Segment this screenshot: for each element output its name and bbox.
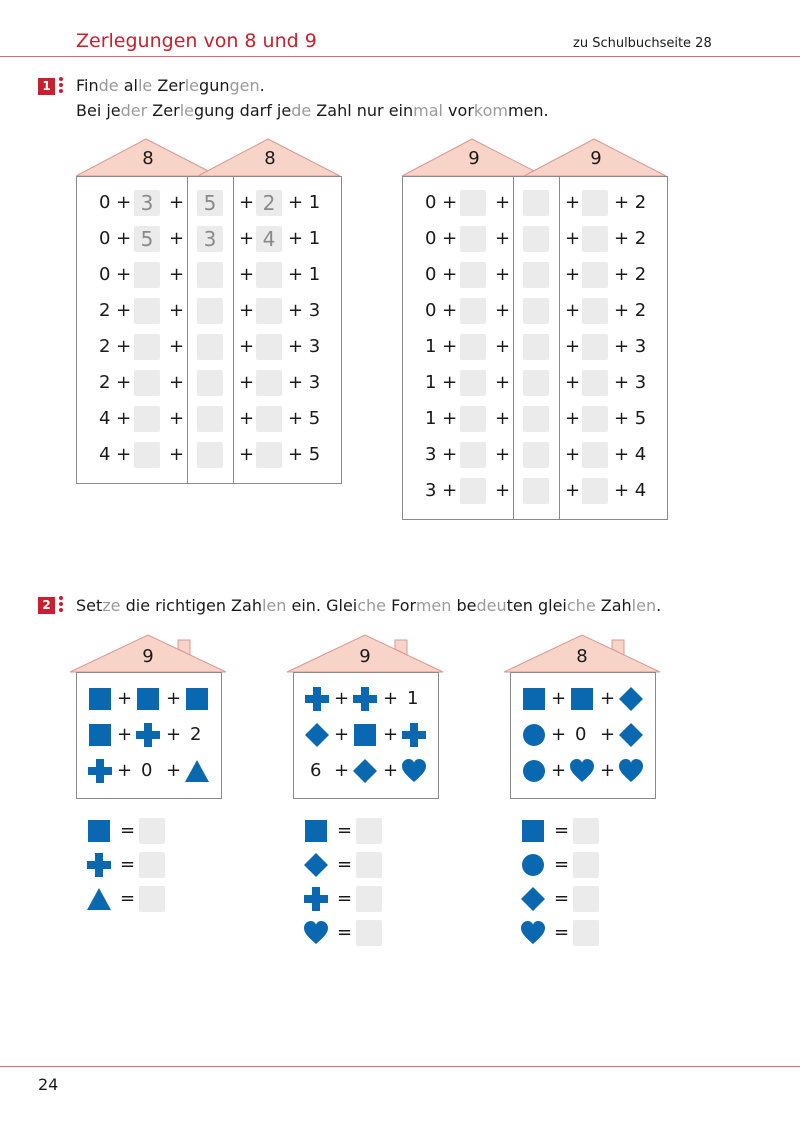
- answer-box[interactable]: [460, 190, 486, 216]
- roof-number-right: 8: [264, 148, 276, 169]
- number: 2: [190, 724, 202, 745]
- roof-number: 9: [359, 646, 371, 667]
- answer-box[interactable]: [256, 334, 282, 360]
- answer-box[interactable]: [134, 334, 160, 360]
- answer-box[interactable]: [356, 920, 382, 946]
- addend-end: + 2: [614, 300, 647, 321]
- answer-box[interactable]: [134, 298, 160, 324]
- plus-sign: +: [166, 688, 182, 709]
- answer-box[interactable]: [256, 406, 282, 432]
- addend-start: 3 +: [425, 480, 458, 501]
- addend-end: + 1: [288, 228, 321, 249]
- answer-box[interactable]: [139, 886, 165, 912]
- addend-start: 0 +: [425, 228, 458, 249]
- answer-box[interactable]: [356, 818, 382, 844]
- page-number: 24: [38, 1075, 59, 1094]
- plus-sign: +: [169, 264, 185, 285]
- syllable: le: [184, 76, 200, 95]
- syllable: de: [98, 76, 119, 95]
- plus-sign: +: [117, 724, 133, 745]
- plus-sign: +: [565, 444, 581, 465]
- plus-sign: +: [600, 688, 616, 709]
- answer-box[interactable]: 4: [256, 226, 282, 252]
- answer-box[interactable]: [582, 226, 608, 252]
- plus-sign: +: [334, 724, 350, 745]
- addend-start: 1 +: [425, 336, 458, 357]
- square-icon: [522, 687, 546, 711]
- equals-sign: =: [120, 820, 136, 841]
- plus-sign: +: [169, 336, 185, 357]
- circle-icon: [522, 759, 546, 783]
- syllable: le: [179, 101, 194, 120]
- answer-box[interactable]: [573, 818, 599, 844]
- answer-box[interactable]: [573, 920, 599, 946]
- heart-icon: [619, 759, 643, 783]
- syllable: men.: [507, 101, 549, 120]
- plus-sign: +: [495, 372, 511, 393]
- circle-icon: [521, 853, 545, 877]
- equals-sign: =: [120, 854, 136, 875]
- equals-sign: =: [554, 854, 570, 875]
- answer-box[interactable]: [256, 370, 282, 396]
- answer-box[interactable]: [460, 370, 486, 396]
- number: 6: [310, 760, 322, 781]
- addend-end: + 3: [614, 336, 647, 357]
- syllable: vor: [442, 101, 474, 120]
- answer-box[interactable]: [134, 262, 160, 288]
- answer-box[interactable]: [460, 298, 486, 324]
- equals-sign: =: [337, 820, 353, 841]
- answer-box[interactable]: [460, 478, 486, 504]
- plus-sign: +: [600, 724, 616, 745]
- task-1-badge: 1: [38, 78, 55, 95]
- syllable: Zer: [152, 76, 185, 95]
- syllable: de: [291, 101, 312, 120]
- plus-icon: [353, 687, 377, 711]
- answer-box[interactable]: [523, 442, 549, 468]
- square-icon: [185, 687, 209, 711]
- double-roof: [68, 138, 354, 178]
- addend-end: + 3: [288, 300, 321, 321]
- plus-icon: [304, 887, 328, 911]
- syllable: che: [357, 596, 387, 615]
- addend-start: 4 +: [99, 444, 132, 465]
- plus-sign: +: [117, 760, 133, 781]
- plus-sign: +: [495, 480, 511, 501]
- answer-box[interactable]: [256, 298, 282, 324]
- answer-box[interactable]: [582, 406, 608, 432]
- divider-right: [233, 176, 234, 484]
- answer-box[interactable]: [197, 442, 223, 468]
- answer-box[interactable]: [197, 406, 223, 432]
- plus-sign: +: [551, 760, 567, 781]
- answer-box[interactable]: [460, 442, 486, 468]
- equals-sign: =: [554, 820, 570, 841]
- syllable: Zahl nur ein: [311, 101, 414, 120]
- square-icon: [570, 687, 594, 711]
- plus-sign: +: [239, 444, 255, 465]
- syllable: ze: [102, 596, 121, 615]
- answer-box[interactable]: [582, 262, 608, 288]
- answer-box[interactable]: [523, 370, 549, 396]
- addend-start: 0 +: [425, 300, 458, 321]
- plus-sign: +: [239, 264, 255, 285]
- answer-box[interactable]: [356, 886, 382, 912]
- syllable: len: [261, 596, 287, 615]
- syllable: Set: [76, 596, 103, 615]
- addend-start: 0 +: [99, 228, 132, 249]
- answer-box[interactable]: [582, 442, 608, 468]
- addend-end: + 3: [288, 336, 321, 357]
- answer-box[interactable]: [139, 852, 165, 878]
- syllable: men: [415, 596, 452, 615]
- heart-icon: [304, 921, 328, 945]
- roof-number: 9: [142, 646, 154, 667]
- addend-start: 0 +: [425, 192, 458, 213]
- task-1-instruction-line-1: [76, 76, 265, 95]
- plus-sign: +: [383, 724, 399, 745]
- diamond-icon: [619, 687, 643, 711]
- addend-start: 0 +: [99, 192, 132, 213]
- addend-start: 2 +: [99, 372, 132, 393]
- addend-start: 1 +: [425, 372, 458, 393]
- footer-rule: [0, 1066, 800, 1067]
- addend-end: + 2: [614, 192, 647, 213]
- addend-start: 2 +: [99, 336, 132, 357]
- answer-box[interactable]: [197, 370, 223, 396]
- answer-box[interactable]: [139, 818, 165, 844]
- answer-box[interactable]: [134, 442, 160, 468]
- syllable: .: [259, 76, 265, 95]
- square-icon: [136, 687, 160, 711]
- answer-box[interactable]: [256, 442, 282, 468]
- plus-icon: [88, 759, 112, 783]
- addend-end: + 1: [288, 192, 321, 213]
- syllable: kom: [473, 101, 508, 120]
- plus-sign: +: [565, 372, 581, 393]
- syllable: ten glei: [506, 596, 567, 615]
- plus-sign: +: [169, 408, 185, 429]
- answer-box[interactable]: [460, 262, 486, 288]
- answer-box[interactable]: [523, 298, 549, 324]
- answer-box[interactable]: [573, 886, 599, 912]
- equals-sign: =: [337, 922, 353, 943]
- answer-box[interactable]: [460, 334, 486, 360]
- diamond-icon: [353, 759, 377, 783]
- heart-icon: [570, 759, 594, 783]
- syllable: ein. Glei: [286, 596, 358, 615]
- answer-box[interactable]: [582, 370, 608, 396]
- task-2-badge: 2: [38, 597, 55, 614]
- syllable: le: [137, 76, 153, 95]
- equals-sign: =: [554, 888, 570, 909]
- plus-sign: +: [495, 444, 511, 465]
- plus-icon: [87, 853, 111, 877]
- plus-icon: [136, 723, 160, 747]
- answer-box[interactable]: [523, 190, 549, 216]
- syllable: ti: [185, 596, 196, 615]
- plus-sign: +: [495, 408, 511, 429]
- number: 1: [407, 688, 419, 709]
- answer-box[interactable]: [134, 370, 160, 396]
- plus-sign: +: [495, 264, 511, 285]
- syllable: gen: [229, 76, 260, 95]
- header-rule: [0, 56, 800, 57]
- divider-left: [513, 176, 514, 520]
- plus-sign: +: [495, 192, 511, 213]
- answer-box[interactable]: [134, 406, 160, 432]
- divider-right: [559, 176, 560, 520]
- syllable: Zah: [595, 596, 632, 615]
- equals-sign: =: [120, 888, 136, 909]
- syllable: Zer: [147, 101, 180, 120]
- addend-end: + 5: [288, 444, 321, 465]
- addend-start: 0 +: [425, 264, 458, 285]
- plus-sign: +: [334, 688, 350, 709]
- square-icon: [88, 687, 112, 711]
- syllable: Bei je: [76, 101, 121, 120]
- diamond-icon: [304, 853, 328, 877]
- heart-icon: [402, 759, 426, 783]
- plus-sign: +: [239, 192, 255, 213]
- syllable: be: [451, 596, 477, 615]
- syllable: die rich: [120, 596, 186, 615]
- answer-box[interactable]: [582, 190, 608, 216]
- heart-icon: [521, 921, 545, 945]
- addend-start: 4 +: [99, 408, 132, 429]
- equals-sign: =: [554, 922, 570, 943]
- diamond-icon: [521, 887, 545, 911]
- answer-box[interactable]: [256, 262, 282, 288]
- plus-sign: +: [169, 228, 185, 249]
- plus-sign: +: [239, 300, 255, 321]
- syllable: mal: [413, 101, 443, 120]
- answer-box[interactable]: [460, 406, 486, 432]
- answer-box[interactable]: [356, 852, 382, 878]
- plus-sign: +: [334, 760, 350, 781]
- textbook-reference: zu Schulbuchseite 28: [573, 36, 712, 51]
- circle-icon: [522, 723, 546, 747]
- square-icon: [87, 819, 111, 843]
- plus-sign: +: [166, 760, 182, 781]
- syllable: gun: [199, 76, 230, 95]
- double-roof: [394, 138, 680, 178]
- syllable: al: [123, 76, 138, 95]
- addend-end: + 5: [288, 408, 321, 429]
- answer-box[interactable]: [582, 334, 608, 360]
- plus-sign: +: [565, 408, 581, 429]
- plus-sign: +: [551, 688, 567, 709]
- addend-end: + 2: [614, 264, 647, 285]
- diamond-icon: [619, 723, 643, 747]
- roof-number-left: 9: [468, 148, 480, 169]
- syllable: Fin: [76, 76, 99, 95]
- plus-sign: +: [565, 264, 581, 285]
- addend-end: + 5: [614, 408, 647, 429]
- answer-box[interactable]: 3: [197, 226, 223, 252]
- answer-box[interactable]: 3: [134, 190, 160, 216]
- answer-box[interactable]: [197, 298, 223, 324]
- diamond-icon: [305, 723, 329, 747]
- divider-left: [187, 176, 188, 484]
- equals-sign: =: [337, 854, 353, 875]
- plus-sign: +: [239, 228, 255, 249]
- syllable: For: [386, 596, 416, 615]
- triangle-icon: [185, 759, 209, 783]
- syllable: gung darf je: [193, 101, 292, 120]
- addend-end: + 1: [288, 264, 321, 285]
- plus-sign: +: [239, 408, 255, 429]
- answer-box[interactable]: [523, 406, 549, 432]
- addend-start: 2 +: [99, 300, 132, 321]
- plus-sign: +: [239, 336, 255, 357]
- answer-box[interactable]: [523, 478, 549, 504]
- plus-sign: +: [383, 760, 399, 781]
- task-2-instruction: [76, 596, 661, 615]
- number: 0: [141, 760, 153, 781]
- addend-start: 1 +: [425, 408, 458, 429]
- task-1-dots: [59, 77, 64, 95]
- plus-sign: +: [495, 336, 511, 357]
- plus-sign: +: [495, 300, 511, 321]
- answer-box[interactable]: 2: [256, 190, 282, 216]
- answer-box[interactable]: [523, 226, 549, 252]
- addend-end: + 4: [614, 444, 647, 465]
- plus-sign: +: [565, 480, 581, 501]
- syllable: deu: [476, 596, 507, 615]
- square-icon: [88, 723, 112, 747]
- roof-number-left: 8: [142, 148, 154, 169]
- task-1-instruction-line-2: [76, 101, 549, 120]
- answer-box[interactable]: [573, 852, 599, 878]
- plus-sign: +: [495, 228, 511, 249]
- syllable: che: [566, 596, 596, 615]
- answer-box[interactable]: 5: [134, 226, 160, 252]
- plus-sign: +: [565, 336, 581, 357]
- answer-box[interactable]: [523, 334, 549, 360]
- syllable: len: [631, 596, 657, 615]
- plus-sign: +: [169, 300, 185, 321]
- addend-end: + 4: [614, 480, 647, 501]
- triangle-icon: [87, 887, 111, 911]
- plus-sign: +: [551, 724, 567, 745]
- addend-end: + 2: [614, 228, 647, 249]
- addend-start: 0 +: [99, 264, 132, 285]
- number: 0: [575, 724, 587, 745]
- answer-box[interactable]: 5: [197, 190, 223, 216]
- plus-sign: +: [565, 192, 581, 213]
- plus-sign: +: [383, 688, 399, 709]
- task-2-dots: [59, 596, 64, 614]
- plus-sign: +: [565, 300, 581, 321]
- addend-start: 3 +: [425, 444, 458, 465]
- house-body: [76, 176, 342, 484]
- roof-number: 8: [576, 646, 588, 667]
- answer-box[interactable]: [523, 262, 549, 288]
- plus-sign: +: [169, 372, 185, 393]
- plus-sign: +: [166, 724, 182, 745]
- plus-icon: [402, 723, 426, 747]
- plus-sign: +: [600, 760, 616, 781]
- syllable: .: [656, 596, 662, 615]
- answer-box[interactable]: [460, 226, 486, 252]
- plus-sign: +: [117, 688, 133, 709]
- answer-box[interactable]: [582, 298, 608, 324]
- addend-end: + 3: [288, 372, 321, 393]
- square-icon: [521, 819, 545, 843]
- answer-box[interactable]: [197, 334, 223, 360]
- addend-end: + 3: [614, 372, 647, 393]
- plus-sign: +: [169, 444, 185, 465]
- answer-box[interactable]: [197, 262, 223, 288]
- plus-icon: [305, 687, 329, 711]
- square-icon: [353, 723, 377, 747]
- square-icon: [304, 819, 328, 843]
- equals-sign: =: [337, 888, 353, 909]
- page-title: Zerlegungen von 8 und 9: [76, 30, 317, 52]
- roof-number-right: 9: [590, 148, 602, 169]
- plus-sign: +: [565, 228, 581, 249]
- syllable: der: [120, 101, 148, 120]
- answer-box[interactable]: [582, 478, 608, 504]
- plus-sign: +: [239, 372, 255, 393]
- syllable: gen Zah: [195, 596, 262, 615]
- plus-sign: +: [169, 192, 185, 213]
